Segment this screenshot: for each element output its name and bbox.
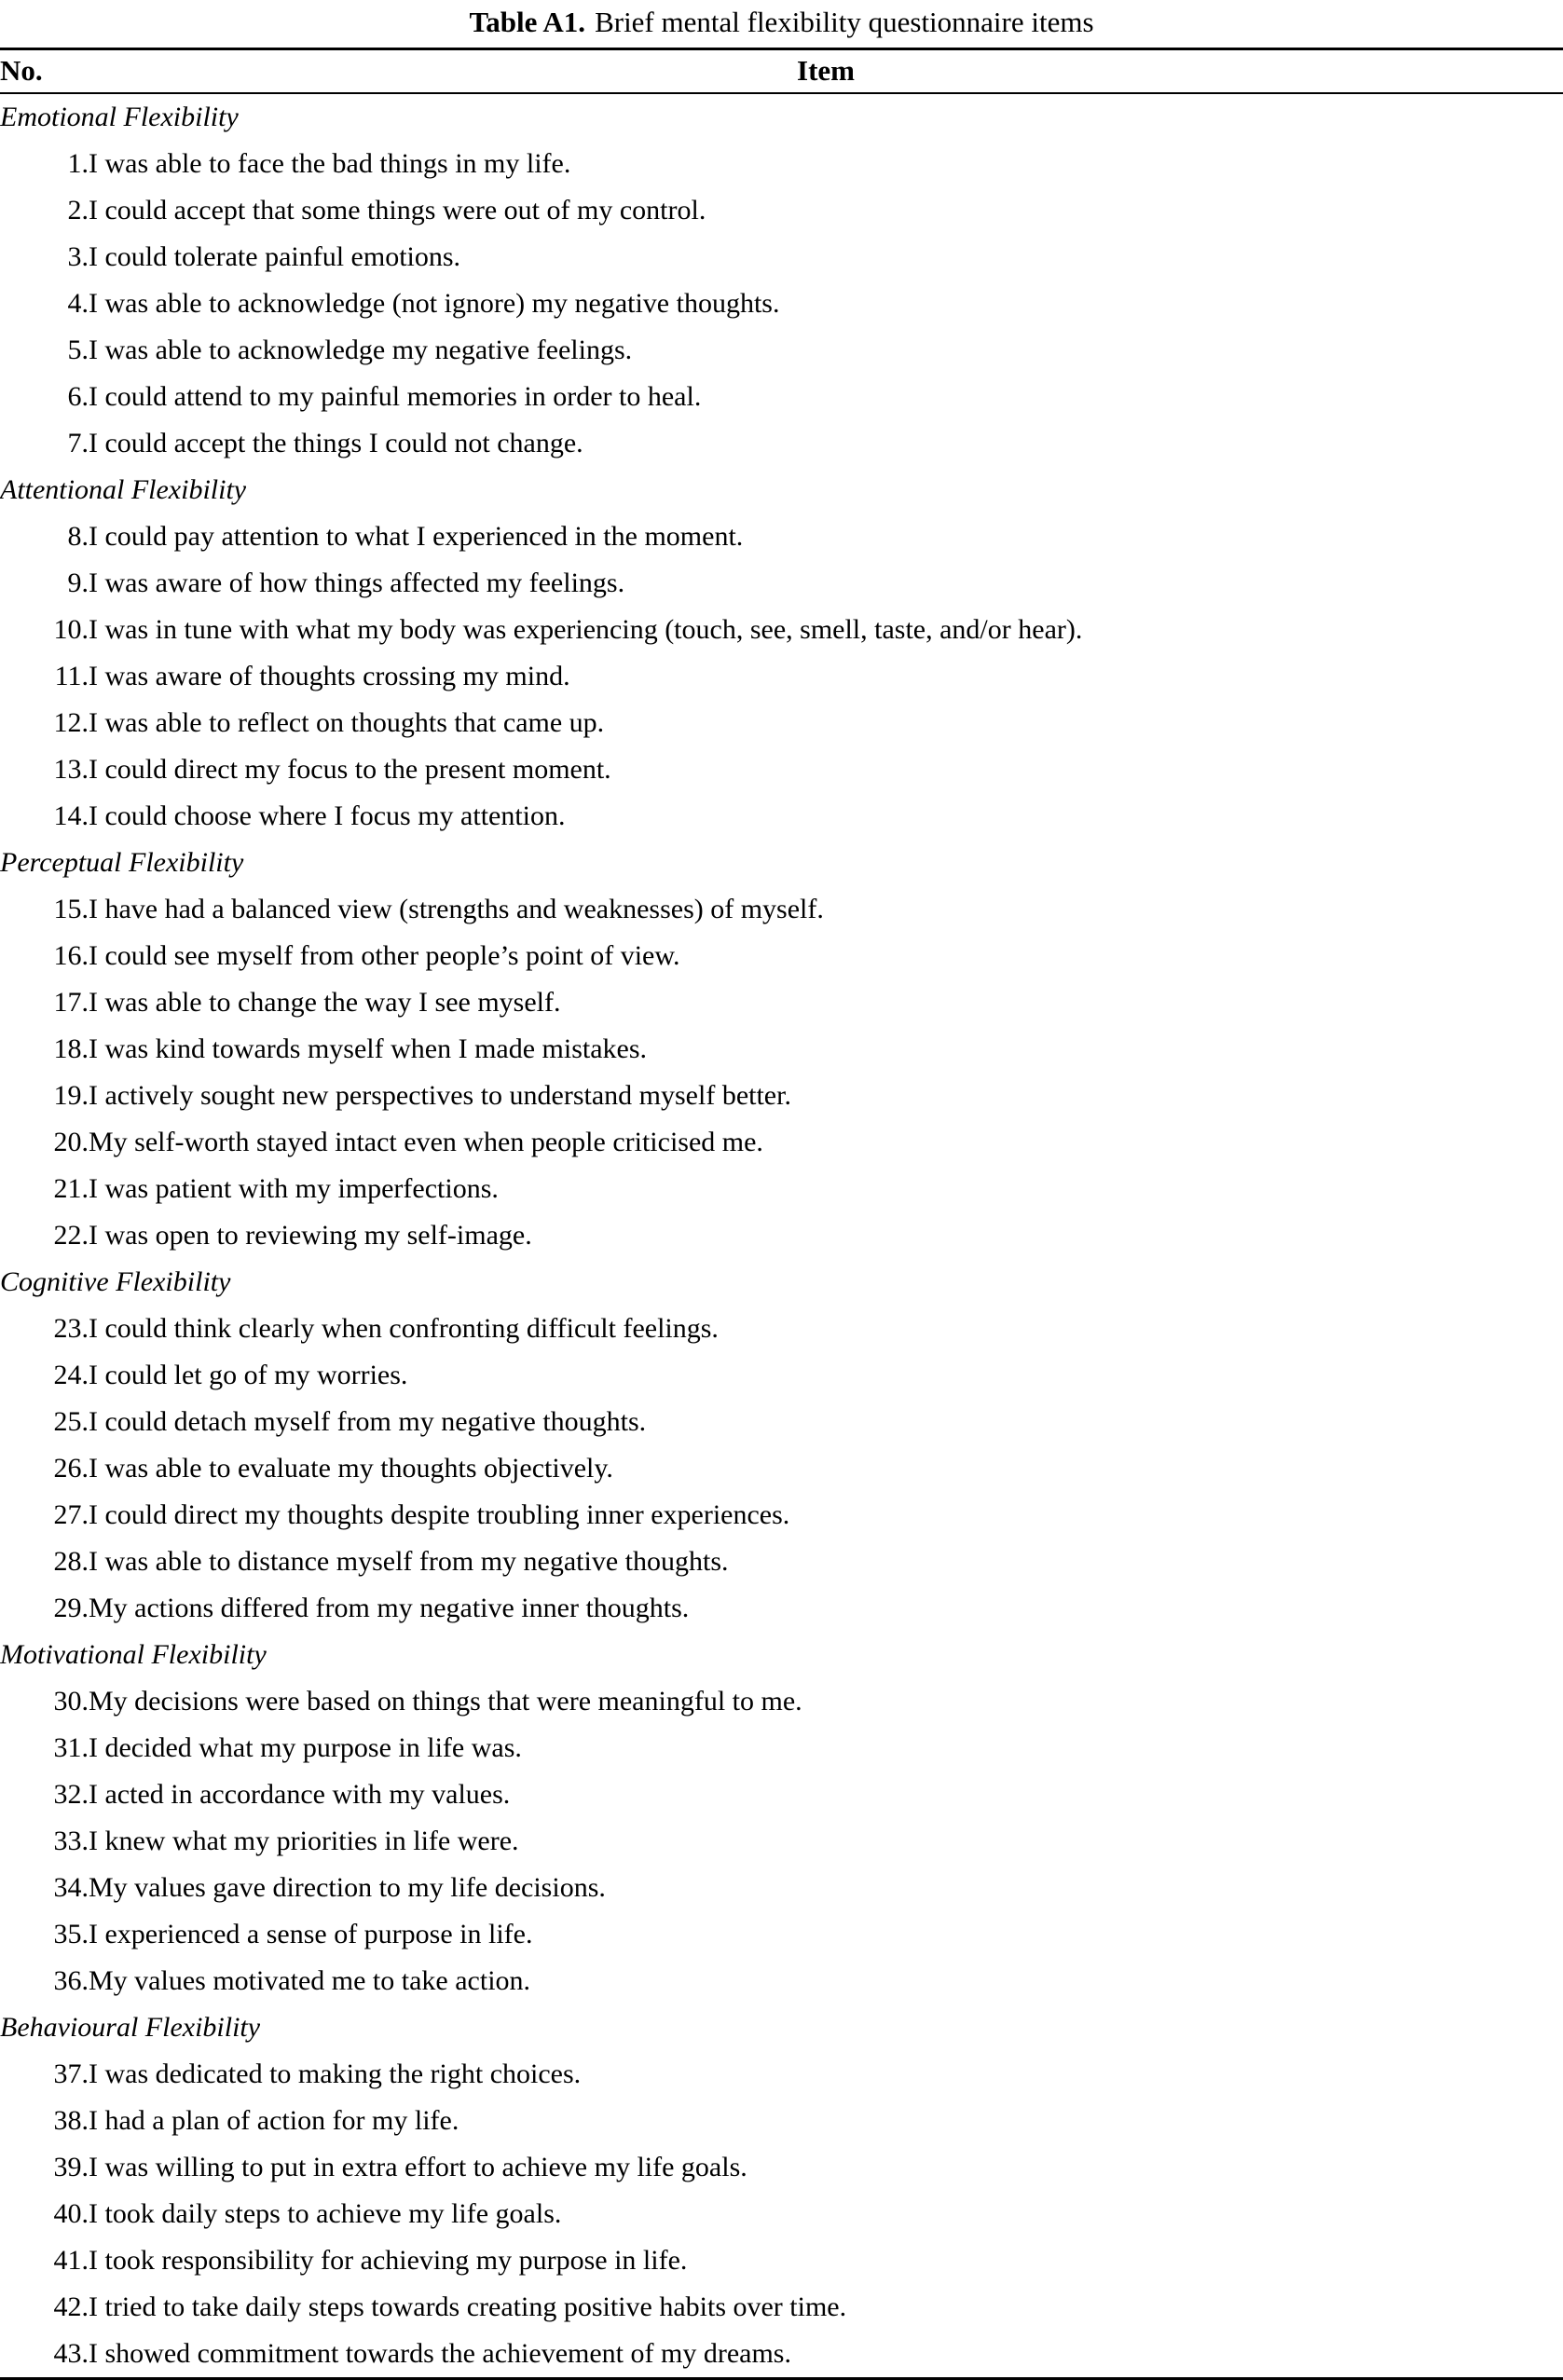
item-number: 37.: [53, 2059, 89, 2089]
item-number: 7.: [67, 428, 89, 458]
section-header: Behavioural Flexibility: [0, 2012, 261, 2043]
item-number: 36.: [53, 1965, 89, 1996]
item-number: 34.: [53, 1872, 89, 1903]
section-header: Attentional Flexibility: [0, 474, 247, 505]
section-row: [0, 93, 1563, 141]
item-row: [0, 607, 1563, 653]
item-text: I could accept that some things were out of my control.: [89, 195, 706, 226]
item-text: My self-worth stayed intact even when people criticised me.: [89, 1127, 763, 1157]
section-row: [0, 1259, 1563, 1306]
item-row: [0, 1678, 1563, 1725]
item-number: 27.: [53, 1499, 89, 1530]
item-row: [0, 560, 1563, 607]
item-text: I could see myself from other people’s point of view.: [89, 940, 680, 971]
item-text: I was kind towards myself when I made mistakes.: [89, 1033, 648, 1064]
item-text: I could tolerate painful emotions.: [89, 241, 461, 272]
item-row: [0, 1026, 1563, 1073]
item-row: [0, 1399, 1563, 1445]
item-number: 11.: [54, 661, 89, 691]
item-text: I was open to reviewing my self-image.: [89, 1220, 532, 1251]
item-row: [0, 1771, 1563, 1818]
item-number: 35.: [53, 1919, 89, 1949]
item-row: [0, 374, 1563, 420]
item-row: [0, 2191, 1563, 2237]
item-text: I decided what my purpose in life was.: [89, 1732, 522, 1763]
item-number: 3.: [67, 241, 89, 272]
item-text: I was dedicated to making the right choices.: [89, 2059, 582, 2089]
item-text: I had a plan of action for my life.: [89, 2105, 459, 2136]
item-number: 18.: [53, 1033, 89, 1064]
item-number: 29.: [53, 1593, 89, 1623]
item-row: [0, 187, 1563, 234]
item-row: [0, 2098, 1563, 2144]
section-header: Cognitive Flexibility: [0, 1266, 231, 1297]
item-number: 12.: [53, 707, 89, 738]
item-row: [0, 1492, 1563, 1539]
item-number: 1.: [67, 148, 89, 179]
item-number: 40.: [53, 2198, 89, 2229]
item-number: 13.: [53, 754, 89, 785]
item-row: [0, 653, 1563, 700]
section-row: [0, 467, 1563, 513]
item-row: [0, 2144, 1563, 2191]
item-text: I tried to take daily steps towards creating positive habits over time.: [89, 2291, 847, 2322]
item-text: I could think clearly when confronting difficult feelings.: [89, 1313, 719, 1344]
item-number: 26.: [53, 1453, 89, 1484]
item-text: I was able to change the way I see myself.: [89, 987, 561, 1018]
item-number: 31.: [53, 1732, 89, 1763]
item-number: 2.: [67, 195, 89, 226]
section-header: Emotional Flexibility: [0, 102, 239, 132]
section-header: Perceptual Flexibility: [0, 847, 244, 878]
item-text: I was aware of thoughts crossing my mind.: [89, 661, 570, 691]
item-row: [0, 793, 1563, 840]
item-text: I could accept the things I could not change.: [89, 428, 583, 458]
item-row: [0, 1352, 1563, 1399]
section-row: [0, 2004, 1563, 2051]
item-row: [0, 327, 1563, 374]
item-row: [0, 979, 1563, 1026]
item-row: [0, 1073, 1563, 1119]
item-number: 22.: [53, 1220, 89, 1251]
item-number: 28.: [53, 1546, 89, 1577]
item-row: [0, 1725, 1563, 1771]
item-number: 15.: [53, 894, 89, 924]
item-text: My decisions were based on things that were meaningful to me.: [89, 1686, 802, 1717]
item-text: I could choose where I focus my attention.: [89, 800, 566, 831]
item-text: I knew what my priorities in life were.: [89, 1826, 519, 1856]
item-number: 32.: [53, 1779, 89, 1810]
item-number: 43.: [53, 2338, 89, 2369]
item-number: 8.: [67, 521, 89, 552]
section-row: [0, 840, 1563, 886]
item-row: [0, 1911, 1563, 1958]
item-row: [0, 1212, 1563, 1259]
item-row: [0, 2284, 1563, 2331]
item-text: I was aware of how things affected my feelings.: [89, 568, 625, 598]
item-number: 42.: [53, 2291, 89, 2322]
item-row: [0, 1166, 1563, 1212]
item-text: I acted in accordance with my values.: [89, 1779, 511, 1810]
item-number: 4.: [67, 288, 89, 319]
item-row: [0, 1306, 1563, 1352]
item-text: I could attend to my painful memories in order to heal.: [89, 381, 702, 412]
item-text: I could detach myself from my negative thoughts.: [89, 1406, 647, 1437]
section-header: Motivational Flexibility: [0, 1639, 267, 1670]
item-number: 24.: [53, 1360, 89, 1390]
item-number: 25.: [53, 1406, 89, 1437]
table-header: [0, 49, 1563, 94]
column-header-item: Item: [89, 49, 1563, 94]
table-caption-label: Table A1.: [469, 6, 586, 38]
item-row: [0, 746, 1563, 793]
item-row: [0, 933, 1563, 979]
section-row: [0, 1632, 1563, 1678]
item-text: I was in tune with what my body was experiencing (touch, see, smell, taste, and/or hear).: [89, 614, 1083, 645]
item-number: 14.: [53, 800, 89, 831]
item-text: I experienced a sense of purpose in life.: [89, 1919, 533, 1949]
item-text: I have had a balanced view (strengths and weaknesses) of myself.: [89, 894, 824, 924]
item-number: 23.: [53, 1313, 89, 1344]
item-row: [0, 700, 1563, 746]
header-row: [0, 49, 1563, 94]
item-number: 6.: [67, 381, 89, 412]
item-text: I could direct my thoughts despite troubling inner experiences.: [89, 1499, 790, 1530]
item-row: [0, 1445, 1563, 1492]
item-row: [0, 1539, 1563, 1585]
item-text: I took responsibility for achieving my purpose in life.: [89, 2245, 688, 2276]
table-body: [0, 93, 1563, 2379]
item-text: I could direct my focus to the present moment.: [89, 754, 611, 785]
item-text: I was willing to put in extra effort to achieve my life goals.: [89, 2152, 747, 2182]
item-number: 16.: [53, 940, 89, 971]
item-text: I could let go of my worries.: [89, 1360, 408, 1390]
item-row: [0, 1865, 1563, 1911]
item-row: [0, 2237, 1563, 2284]
item-row: [0, 420, 1563, 467]
item-row: [0, 513, 1563, 560]
table-caption: [0, 0, 1563, 48]
item-number: 21.: [53, 1173, 89, 1204]
item-number: 10.: [53, 614, 89, 645]
item-row: [0, 1119, 1563, 1166]
item-text: I was able to distance myself from my negative thoughts.: [89, 1546, 729, 1577]
item-number: 5.: [67, 335, 89, 365]
item-text: I was able to face the bad things in my life.: [89, 148, 571, 179]
item-number: 39.: [53, 2152, 89, 2182]
column-header-no: No.: [0, 49, 89, 94]
item-text: I showed commitment towards the achievement of my dreams.: [89, 2338, 791, 2369]
item-text: My actions differed from my negative inner thoughts.: [89, 1593, 690, 1623]
item-text: I took daily steps to achieve my life goals.: [89, 2198, 562, 2229]
item-text: I actively sought new perspectives to understand myself better.: [89, 1080, 791, 1111]
item-number: 17.: [53, 987, 89, 1018]
item-row: [0, 2051, 1563, 2098]
item-number: 41.: [53, 2245, 89, 2276]
item-row: [0, 141, 1563, 187]
item-number: 20.: [53, 1127, 89, 1157]
item-number: 30.: [53, 1686, 89, 1717]
item-row: [0, 280, 1563, 327]
item-text: I was able to evaluate my thoughts objectively.: [89, 1453, 613, 1484]
item-row: [0, 234, 1563, 280]
item-text: I was able to reflect on thoughts that came up.: [89, 707, 605, 738]
item-text: My values gave direction to my life decisions.: [89, 1872, 606, 1903]
item-row: [0, 1585, 1563, 1632]
item-number: 38.: [53, 2105, 89, 2136]
item-row: [0, 886, 1563, 933]
item-number: 19.: [53, 1080, 89, 1111]
questionnaire-items-table: [0, 48, 1563, 2380]
item-text: I was able to acknowledge (not ignore) my negative thoughts.: [89, 288, 780, 319]
item-number: 9.: [67, 568, 89, 598]
table-caption-text: Brief mental flexibility questionnaire items: [595, 6, 1094, 38]
item-text: My values motivated me to take action.: [89, 1965, 531, 1996]
item-number: 33.: [53, 1826, 89, 1856]
item-text: I was patient with my imperfections.: [89, 1173, 499, 1204]
item-text: I could pay attention to what I experienced in the moment.: [89, 521, 744, 552]
item-text: I was able to acknowledge my negative feelings.: [89, 335, 633, 365]
item-row: [0, 1958, 1563, 2004]
item-row: [0, 1818, 1563, 1865]
